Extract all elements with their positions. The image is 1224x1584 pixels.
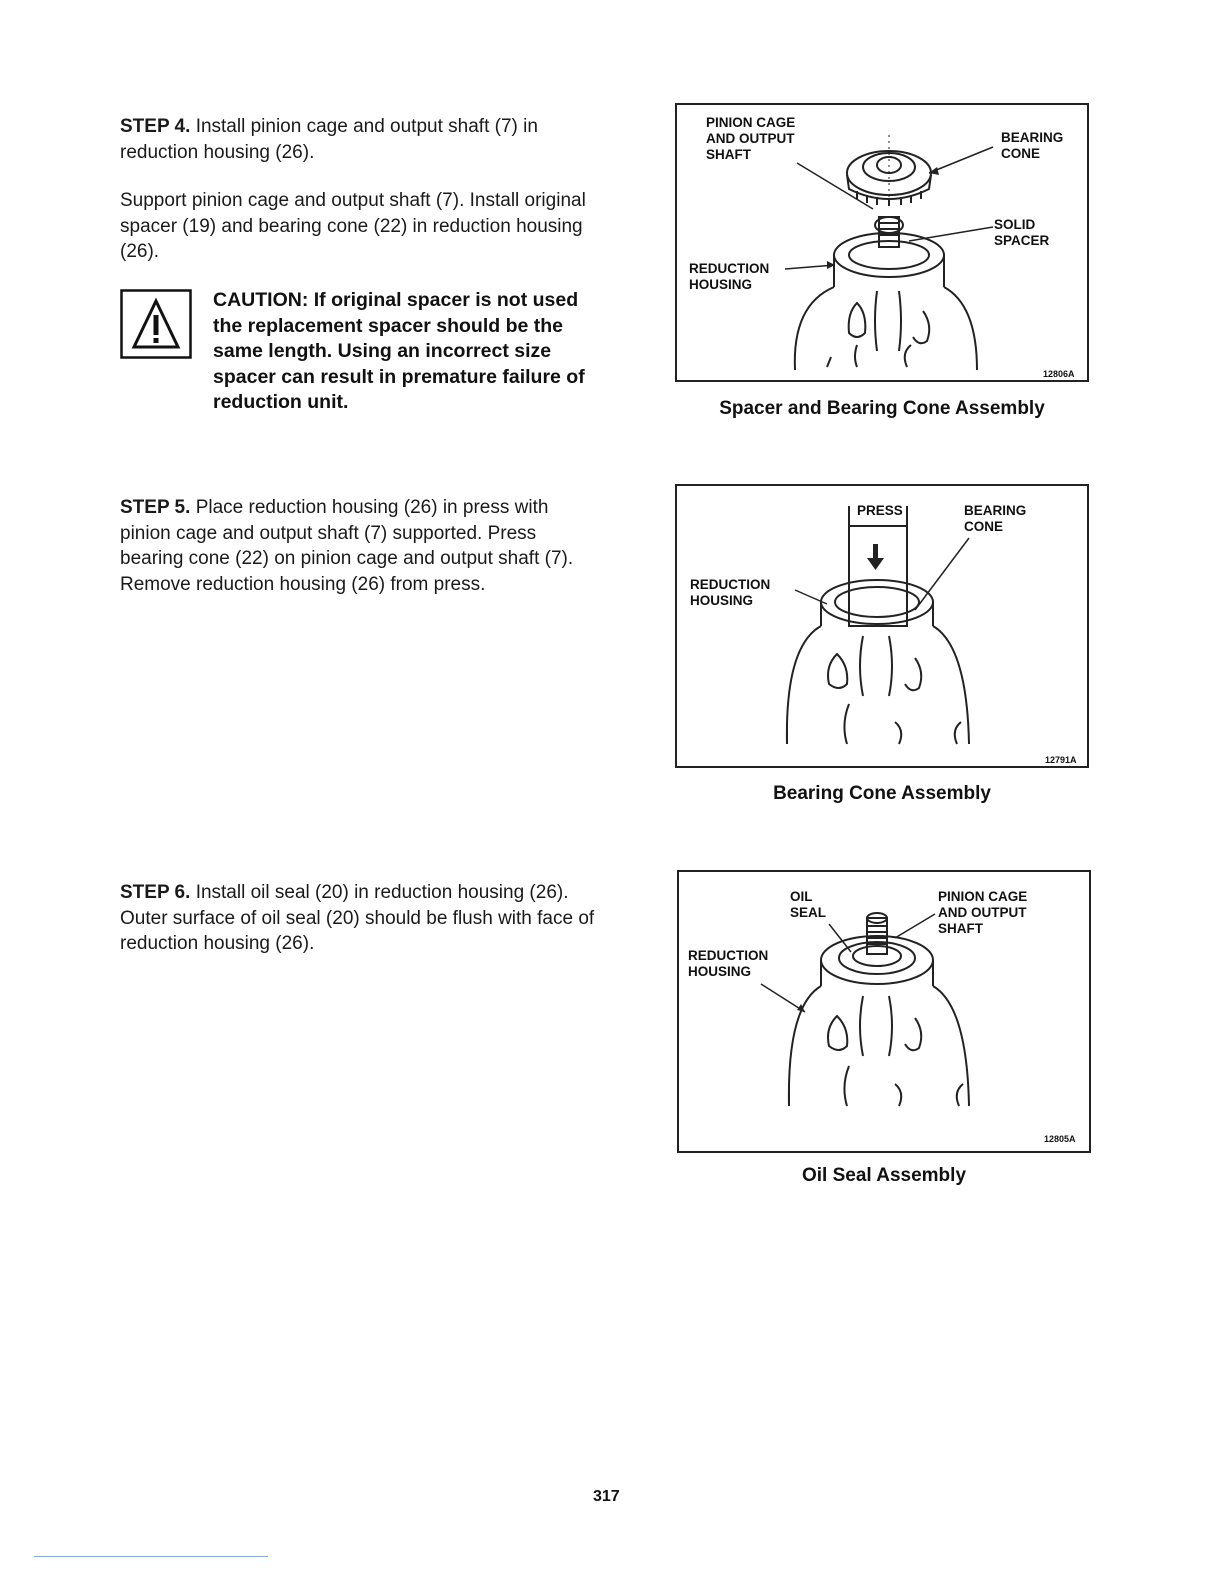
figure3-illustration: [679, 872, 1089, 1151]
label-reduction-housing: REDUCTION HOUSING: [690, 577, 771, 608]
caution-notice: [213, 288, 593, 416]
page-number: 317: [593, 1488, 620, 1505]
label-bearing-cone: BEARING CONE: [1001, 130, 1064, 161]
step6-paragraph: [120, 880, 595, 957]
step5-paragraph: [120, 495, 590, 597]
label-pinion-cage-output-shaft: PINION CAGE AND OUTPUT SHAFT: [706, 115, 796, 162]
caution-text: If original spacer is not used the replacement spacer should be the same length. Using an incorrect size spacer can result in premature failure of reduction unit.: [213, 289, 585, 413]
label-pinion-cage-output-shaft: PINION CAGE AND OUTPUT SHAFT: [938, 889, 1028, 936]
figure3-number: 12805A: [1044, 1134, 1076, 1144]
caution-label: CAUTION:: [213, 289, 309, 311]
caution-warning-icon: [120, 289, 192, 359]
figure1-number: 12806A: [1043, 369, 1075, 379]
label-oil-seal: OIL SEAL: [790, 889, 827, 920]
figure2-number: 12791A: [1045, 755, 1077, 765]
step4-paragraph: [120, 114, 590, 165]
step6-text: Install oil seal (20) in reduction housing (26). Outer surface of oil seal (20) should be flush with face of reduction housing (26).: [120, 882, 595, 954]
figure2-caption: Bearing Cone Assembly: [773, 783, 991, 804]
figure1-caption: Spacer and Bearing Cone Assembly: [719, 398, 1045, 419]
step5-label: STEP 5.: [120, 497, 191, 518]
figure3-caption: Oil Seal Assembly: [801, 1165, 967, 1186]
label-reduction-housing: REDUCTION HOUSING: [689, 261, 770, 292]
figure-spacer-bearing-cone: [675, 103, 1089, 382]
label-bearing-cone: BEARING CONE: [964, 503, 1027, 534]
step4-label: STEP 4.: [120, 116, 191, 137]
figure-oil-seal-assembly: [677, 870, 1091, 1153]
step4-support-text: Support pinion cage and output shaft (7). Install original spacer (19) and bearing cone (22) in reduction housing (26).: [120, 190, 586, 262]
step4-text: Install pinion cage and output shaft (7) in reduction housing (26).: [120, 116, 538, 163]
scan-artifact-line: [34, 1556, 268, 1557]
step5-text: Place reduction housing (26) in press with pinion cage and output shaft (7) supported. Press bearing cone (22) on pinion cage and output shaft (7). Remove reduction housing (26) from press.: [120, 497, 574, 595]
label-solid-spacer: SOLID SPACER: [994, 217, 1050, 248]
label-reduction-housing: REDUCTION HOUSING: [688, 948, 769, 979]
step6-label: STEP 6.: [120, 882, 191, 903]
figure-bearing-cone-assembly: [675, 484, 1089, 768]
label-press: PRESS: [857, 503, 903, 518]
